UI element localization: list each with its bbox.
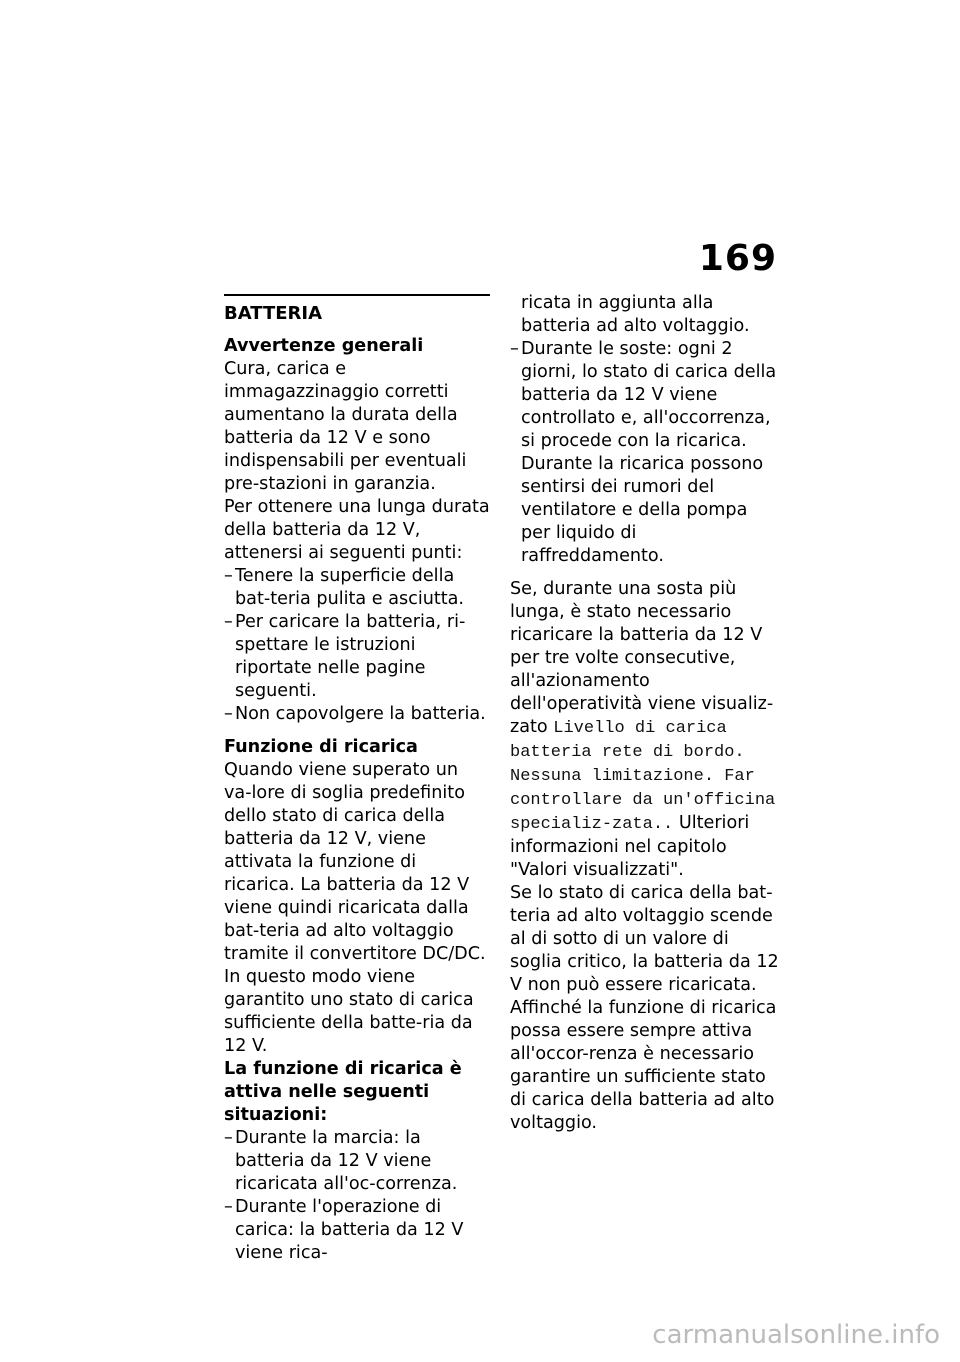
warnings-list [224,565,490,726]
list-item: – Tenere la superficie della bat-teria pulita e asciutta. [224,566,465,609]
parking-list [510,338,782,568]
charge-paragraph: Quando viene superato un va-lore di soglia predefinito dello stato di carica della batteria da 12 V, viene attivata la funzione di ricarica. La batteria da 12 V viene quindi ricaricata dalla bat-teria ad alto voltaggio tramite il convertitore DC/DC. In questo modo viene garantito uno stato di carica sufficiente della batte-ria da 12 V. [224,760,486,1056]
dash-bullet-icon: – [510,339,519,359]
display-message: Livello di carica batteria rete di bordo. Nessuna limitazione. Far controllare da un'officina specializ-zata.. [510,719,776,834]
long-stop-paragraph: Se, durante una sosta più lunga, è stato necessario ricaricare la batteria da 12 V per tre volte consecutive, all'azionamento dell'operatività viene visualiz-zato Livello di carica batteria rete di bordo. Nessuna limitazione. Far controllare da un'officina specializ-zata.. Ulteriori informazioni nel capitolo "Valori visualizzati". [510,579,776,880]
section-title: BATTERIA [224,303,323,324]
warnings-paragraph-2: Per ottenere una lunga durata della batteria da 12 V, attenersi ai seguenti punti: [224,497,490,563]
watermark: carmanualsonline.info [652,1320,940,1350]
critical-charge-paragraph: Se lo stato di carica della bat-teria ad alto voltaggio scende al di sotto di un valore di soglia critico, la batteria da 12 V non può essere ricaricata. Affinché la funzione di ricarica possa essere sempre attiva all'occor-renza è necessario garantire un sufficiente stato di carica della batteria ad alto voltaggio. [510,883,779,1133]
dash-bullet-icon: – [224,1128,233,1148]
section-rule [224,294,490,296]
warnings-heading: Avvertenze generali [224,336,424,356]
list-item: – Per caricare la batteria, ri-spettare le istruzioni riportate nelle pagine seguenti. [224,612,466,701]
list-item: – Durante la marcia: la batteria da 12 V viene ricaricata all'oc-correnza. [224,1128,458,1194]
dash-bullet-icon: – [224,1197,233,1217]
charge-heading: Funzione di ricarica [224,737,418,757]
continued-text: ricata in aggiunta alla batteria ad alto voltaggio. [521,293,750,336]
list-item: – Non capovolgere la batteria. [224,704,486,724]
page-number: 169 [698,238,777,279]
left-column [224,294,490,1265]
charge-active-heading: La funzione di ricarica è attiva nelle seguenti situazioni: [224,1059,462,1125]
dash-bullet-icon: – [224,612,233,632]
list-item: – Durante l'operazione di carica: la batteria da 12 V viene rica- [224,1197,464,1263]
dash-bullet-icon: – [224,566,233,586]
dash-bullet-icon: – [224,704,233,724]
list-item: – Durante le soste: ogni 2 giorni, lo stato di carica della batteria da 12 V viene controllato e, all'occorrenza, si procede con la ricarica. Durante la ricarica possono sentirsi dei rumori del ventilatore e della pompa per liquido di raffreddamento. [510,339,777,566]
warnings-paragraph-1: Cura, carica e immagazzinaggio corretti aumentano la durata della batteria da 12 V e sono indispensabili per eventuali pre-stazioni in garanzia. [224,359,467,494]
right-column [510,292,782,1135]
charge-list [224,1127,490,1265]
